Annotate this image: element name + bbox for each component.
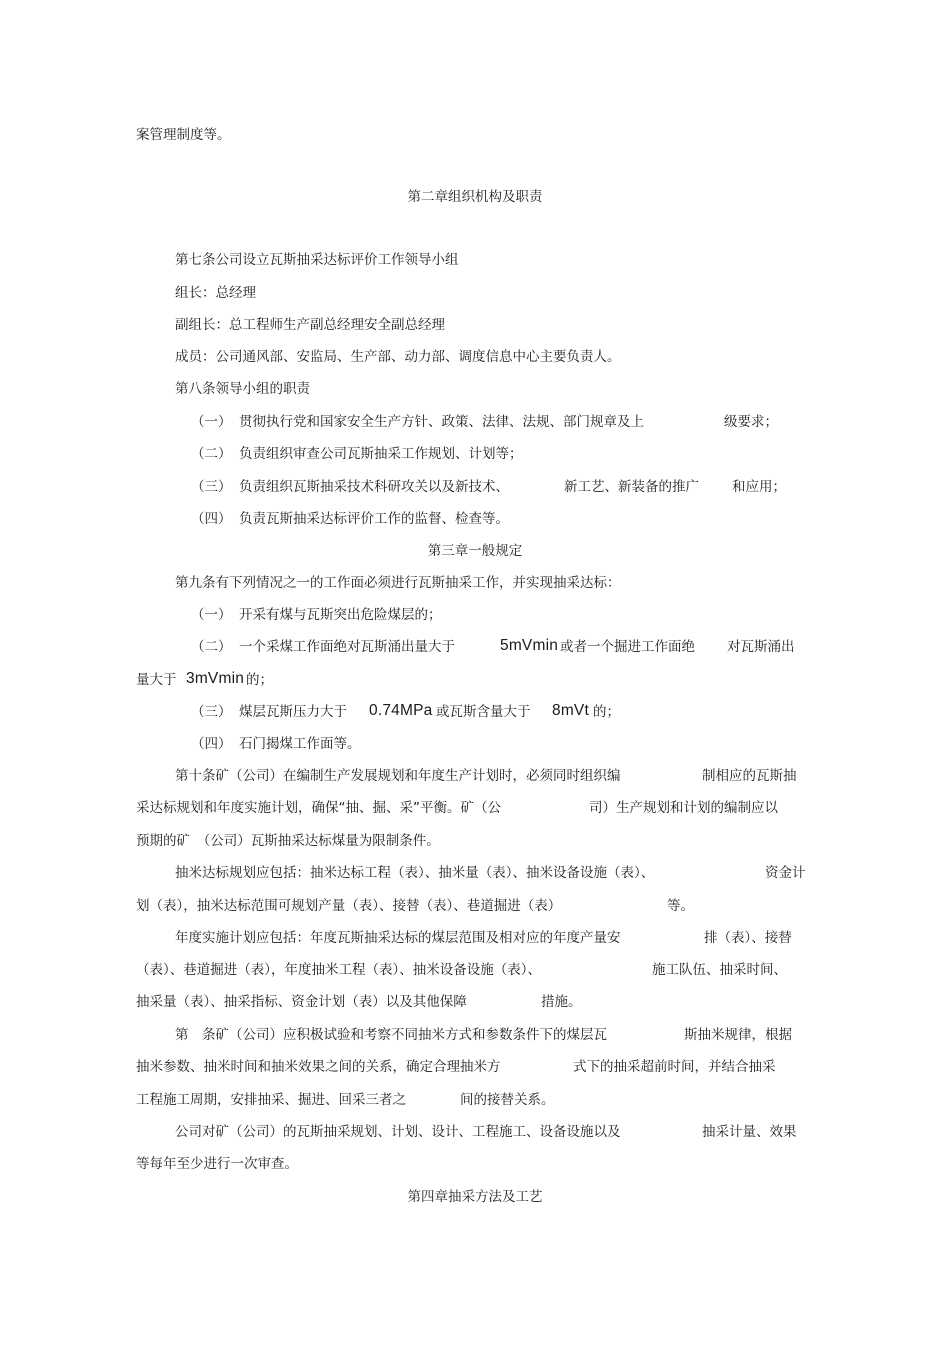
item-number: （四） bbox=[191, 736, 232, 752]
plan-paragraph-line-1-tail: 资金计 bbox=[765, 865, 806, 881]
article-11-line-3-tail: 间的接替关系。 bbox=[460, 1092, 555, 1108]
article-8: 第八条领导小组的职责 bbox=[175, 381, 310, 397]
value-3m: 3mVmin bbox=[186, 670, 245, 687]
item-text: 贯彻执行党和国家安全生产方针、政策、法律、法规、部门规章及上 bbox=[239, 414, 644, 430]
yearly-paragraph-line-3-tail: 措施。 bbox=[541, 994, 582, 1010]
item-text: 开采有煤与瓦斯突出危险煤层的； bbox=[239, 607, 442, 623]
item-text: 煤层瓦斯压力大于 bbox=[239, 704, 347, 720]
article-11-line-3: 工程施工周期，安排抽采、掘进、回采三者之 bbox=[136, 1092, 406, 1108]
review-paragraph-line-2: 等每年至少进行一次审查。 bbox=[136, 1156, 298, 1172]
item-text-tail: 的； bbox=[246, 672, 273, 688]
item-text: 负责组织审查公司瓦斯抽采工作规划、计划等； bbox=[239, 446, 523, 462]
item-text-middle: 或瓦斯含量大于 bbox=[436, 704, 531, 720]
item-number: （三） bbox=[191, 479, 232, 495]
item-number: （一） bbox=[191, 414, 232, 430]
plan-paragraph-line-2-tail: 等。 bbox=[667, 898, 694, 914]
chapter-2-heading: 第二章组织机构及职责 bbox=[407, 189, 543, 205]
item-number: （二） bbox=[191, 446, 232, 462]
item-text-middle: 新工艺、新装备的推广 bbox=[564, 479, 699, 495]
yearly-paragraph-line-1: 年度实施计划应包括：年度瓦斯抽采达标的煤层范围及相对应的年度产量安 bbox=[175, 930, 621, 946]
plan-paragraph-line-1: 抽米达标规划应包括：抽米达标工程（表）、抽米量（表）、抽米设备设施（表）、 bbox=[175, 865, 655, 881]
article-11-line-2-tail: 式下的抽采超前时间，并结合抽采 bbox=[573, 1059, 776, 1075]
vice-leader-line: 副组长：总工程师生产副总经理安全副总经理 bbox=[175, 317, 445, 333]
item-number: （三） bbox=[191, 704, 232, 720]
item-text-tail: 的； bbox=[593, 704, 620, 720]
members-line: 成员：公司通风部、安监局、生产部、动力部、调度信息中心主要负责人。 bbox=[175, 349, 621, 365]
review-paragraph-line-1: 公司对矿（公司）的瓦斯抽采规划、计划、设计、工程施工、设备设施以及 bbox=[175, 1124, 621, 1140]
item-number: （四） bbox=[191, 511, 232, 527]
paragraph-continuation: 案管理制度等。 bbox=[136, 127, 231, 143]
yearly-paragraph-line-2: （表）、巷道掘进（表），年度抽米工程（表）、抽米设备设施（表）、 bbox=[136, 962, 541, 978]
item-text: 石门揭煤工作面等。 bbox=[239, 736, 361, 752]
article-10-line-2-tail: 司）生产规划和计划的编制应以 bbox=[589, 800, 778, 816]
chapter-4-heading: 第四章抽采方法及工艺 bbox=[407, 1189, 543, 1205]
item-text-middle: 或者一个掘进工作面绝 bbox=[560, 639, 695, 655]
article-10-line-3: 预期的矿 （公司）瓦斯抽采达标煤量为限制条件。 bbox=[136, 833, 440, 849]
article-11-line-1: 第 条矿（公司）应积极试验和考察不同抽米方式和参数条件下的煤层瓦 bbox=[175, 1027, 607, 1043]
value-pressure: 0.74MPa bbox=[369, 702, 433, 719]
review-paragraph-line-1-tail: 抽采计量、效果 bbox=[702, 1124, 797, 1140]
item-number: （一） bbox=[191, 607, 232, 623]
yearly-paragraph-line-2-tail: 施工队伍、抽采时间、 bbox=[652, 962, 787, 978]
item-text: 负责瓦斯抽采达标评价工作的监督、检查等。 bbox=[239, 511, 509, 527]
plan-paragraph-line-2: 划（表），抽米达标范围可规划产量（表）、接替（表）、巷道掘进（表） bbox=[136, 898, 562, 914]
article-10-line-1: 第十条矿（公司）在编制生产发展规划和年度生产计划时，必须同时组织编 bbox=[175, 768, 621, 784]
leader-line: 组长：总经理 bbox=[175, 285, 256, 301]
chapter-3-heading: 第三章一般规定 bbox=[427, 543, 523, 559]
item-text-continued: 量大于 bbox=[136, 672, 177, 688]
value-content: 8mVt bbox=[552, 702, 589, 719]
yearly-paragraph-line-3: 抽采量（表）、抽采指标、资金计划（表）以及其他保障 bbox=[136, 994, 467, 1010]
item-text: 一个采煤工作面绝对瓦斯涌出量大于 bbox=[239, 639, 455, 655]
article-11-line-2: 抽米参数、抽米时间和抽米效果之间的关系，确定合理抽米方 bbox=[136, 1059, 501, 1075]
item-text-tail: 对瓦斯涌出 bbox=[727, 639, 795, 655]
article-11-line-1-tail: 斯抽米规律，根据 bbox=[684, 1027, 792, 1043]
article-10-line-2: 采达标规划和年度实施计划，确保“抽、掘、采”平衡。矿（公 bbox=[136, 800, 501, 816]
item-text: 负责组织瓦斯抽采技术科研攻关以及新技术、 bbox=[239, 479, 509, 495]
item-text-tail: 和应用； bbox=[732, 479, 786, 495]
item-number: （二） bbox=[191, 639, 232, 655]
item-text-tail: 级要求； bbox=[724, 414, 778, 430]
article-7: 第七条公司设立瓦斯抽采达标评价工作领导小组 bbox=[175, 252, 459, 268]
value-5m: 5mVmin bbox=[500, 637, 559, 654]
article-10-line-1-tail: 制相应的瓦斯抽 bbox=[702, 768, 797, 784]
yearly-paragraph-line-1-tail: 排（表）、接替 bbox=[704, 930, 792, 946]
article-9: 第九条有下列情况之一的工作面必须进行瓦斯抽采工作，并实现抽采达标： bbox=[175, 575, 621, 591]
